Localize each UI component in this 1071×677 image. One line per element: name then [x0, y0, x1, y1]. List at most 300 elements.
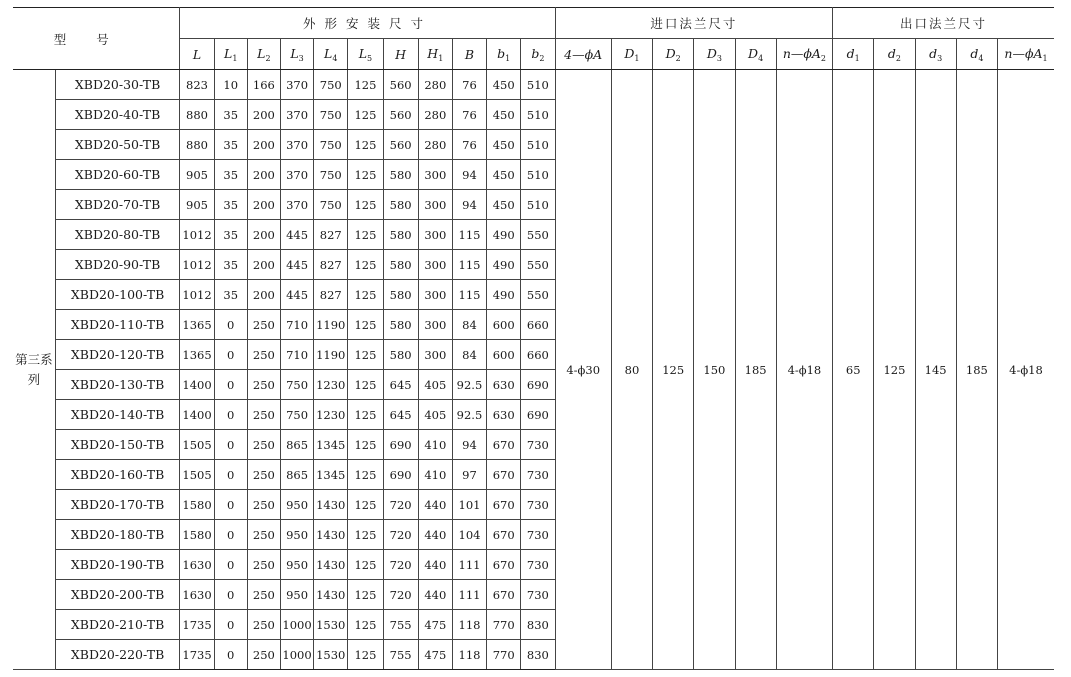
value-cell: 450 — [487, 160, 521, 190]
value-cell: 300 — [418, 280, 452, 310]
value-cell: 200 — [247, 280, 280, 310]
column-header-symbol: n—ϕA — [782, 45, 821, 61]
column-header-symbol: d — [846, 45, 855, 61]
value-cell: 370 — [280, 160, 313, 190]
value-cell: 670 — [487, 550, 521, 580]
value-cell: 645 — [383, 370, 418, 400]
column-header — [555, 39, 611, 70]
value-cell: 490 — [487, 220, 521, 250]
model-cell: XBD20-220-TB — [55, 640, 180, 670]
value-cell: 0 — [214, 610, 247, 640]
column-header — [452, 39, 486, 70]
value-cell: 580 — [383, 340, 418, 370]
table-row — [13, 70, 1054, 100]
value-cell: 645 — [383, 400, 418, 430]
value-cell: 445 — [280, 220, 313, 250]
value-cell: 580 — [383, 160, 418, 190]
value-cell: 125 — [348, 160, 383, 190]
value-cell: 35 — [214, 220, 247, 250]
value-cell: 125 — [348, 100, 383, 130]
value-cell: 200 — [247, 100, 280, 130]
value-cell: 670 — [487, 460, 521, 490]
model-cell: XBD20-200-TB — [55, 580, 180, 610]
column-header-subscript: 2 — [895, 53, 901, 63]
value-cell: 580 — [383, 220, 418, 250]
value-cell: 755 — [383, 610, 418, 640]
value-cell: 125 — [348, 640, 383, 670]
value-cell: 125 — [348, 250, 383, 280]
column-header — [735, 39, 776, 70]
value-cell: 125 — [348, 220, 383, 250]
column-header — [874, 39, 915, 70]
value-cell: 1012 — [180, 250, 214, 280]
model-cell: XBD20-70-TB — [55, 190, 180, 220]
shared-dimension-cell: 65 — [833, 70, 874, 670]
shared-dimension-cell: 185 — [735, 70, 776, 670]
value-cell: 300 — [418, 190, 452, 220]
column-header — [247, 39, 280, 70]
column-header-symbol: D — [624, 45, 635, 61]
value-cell: 0 — [214, 490, 247, 520]
value-cell: 84 — [452, 310, 486, 340]
model-cell: XBD20-50-TB — [55, 130, 180, 160]
value-cell: 300 — [418, 340, 452, 370]
value-cell: 410 — [418, 430, 452, 460]
value-cell: 250 — [247, 520, 280, 550]
value-cell: 125 — [348, 400, 383, 430]
column-header-symbol: d — [929, 45, 938, 61]
value-cell: 550 — [521, 250, 555, 280]
model-cell: XBD20-130-TB — [55, 370, 180, 400]
model-cell: XBD20-180-TB — [55, 520, 180, 550]
value-cell: 560 — [383, 70, 418, 100]
model-cell: XBD20-90-TB — [55, 250, 180, 280]
value-cell: 490 — [487, 250, 521, 280]
value-cell: 1430 — [314, 520, 348, 550]
value-cell: 750 — [314, 100, 348, 130]
value-cell: 1000 — [280, 640, 313, 670]
column-header-symbol: D — [706, 45, 717, 61]
value-cell: 670 — [487, 490, 521, 520]
value-cell: 690 — [521, 370, 555, 400]
value-cell: 1430 — [314, 490, 348, 520]
column-header-subscript: 3 — [716, 53, 722, 63]
value-cell: 370 — [280, 100, 313, 130]
value-cell: 125 — [348, 190, 383, 220]
value-cell: 510 — [521, 130, 555, 160]
value-cell: 827 — [314, 220, 348, 250]
value-cell: 730 — [521, 550, 555, 580]
column-header-symbol: n—ϕA — [1004, 45, 1043, 61]
column-header-subscript: 1 — [1042, 53, 1048, 63]
column-header — [418, 39, 452, 70]
value-cell: 750 — [314, 130, 348, 160]
shared-dimension-cell: 4-ϕ18 — [776, 70, 832, 670]
value-cell: 125 — [348, 340, 383, 370]
column-header-symbol: 4—ϕA — [564, 46, 603, 62]
column-header — [487, 39, 521, 70]
column-header — [383, 39, 418, 70]
value-cell: 660 — [521, 340, 555, 370]
column-header — [694, 39, 735, 70]
column-header-symbol: H — [427, 45, 439, 61]
column-header-symbol: L — [257, 45, 266, 61]
value-cell: 490 — [487, 280, 521, 310]
value-cell: 0 — [214, 640, 247, 670]
value-cell: 125 — [348, 70, 383, 100]
value-cell: 0 — [214, 370, 247, 400]
model-cell: XBD20-140-TB — [55, 400, 180, 430]
value-cell: 0 — [214, 460, 247, 490]
value-cell: 755 — [383, 640, 418, 670]
value-cell: 865 — [280, 430, 313, 460]
column-header — [180, 39, 214, 70]
value-cell: 0 — [214, 430, 247, 460]
outline-dimensions-header: 外形安装尺寸 — [180, 8, 555, 39]
value-cell: 720 — [383, 550, 418, 580]
model-cell: XBD20-30-TB — [55, 70, 180, 100]
value-cell: 1190 — [314, 340, 348, 370]
value-cell: 450 — [487, 190, 521, 220]
value-cell: 827 — [314, 250, 348, 280]
value-cell: 1430 — [314, 550, 348, 580]
value-cell: 250 — [247, 580, 280, 610]
column-header-symbol: H — [395, 46, 407, 62]
value-cell: 1190 — [314, 310, 348, 340]
column-header-subscript: 4 — [332, 53, 338, 63]
shared-dimension-cell: 185 — [956, 70, 997, 670]
value-cell: 660 — [521, 310, 555, 340]
value-cell: 730 — [521, 490, 555, 520]
value-cell: 1630 — [180, 550, 214, 580]
value-cell: 125 — [348, 550, 383, 580]
value-cell: 720 — [383, 580, 418, 610]
value-cell: 510 — [521, 100, 555, 130]
value-cell: 118 — [452, 640, 486, 670]
value-cell: 250 — [247, 370, 280, 400]
value-cell: 720 — [383, 520, 418, 550]
value-cell: 76 — [452, 70, 486, 100]
column-header-symbol: b — [497, 45, 506, 61]
value-cell: 1230 — [314, 400, 348, 430]
column-header-subscript: 2 — [265, 53, 271, 63]
column-header-symbol: L — [358, 45, 368, 61]
value-cell: 750 — [314, 70, 348, 100]
value-cell: 750 — [280, 400, 313, 430]
value-cell: 905 — [180, 160, 214, 190]
value-cell: 730 — [521, 520, 555, 550]
value-cell: 440 — [418, 490, 452, 520]
column-header — [521, 39, 555, 70]
value-cell: 370 — [280, 70, 313, 100]
value-cell: 510 — [521, 70, 555, 100]
value-cell: 1505 — [180, 430, 214, 460]
value-cell: 76 — [452, 100, 486, 130]
value-cell: 730 — [521, 460, 555, 490]
value-cell: 280 — [418, 100, 452, 130]
value-cell: 730 — [521, 580, 555, 610]
value-cell: 200 — [247, 130, 280, 160]
column-header — [956, 39, 997, 70]
value-cell: 580 — [383, 190, 418, 220]
value-cell: 580 — [383, 280, 418, 310]
value-cell: 580 — [383, 250, 418, 280]
model-cell: XBD20-170-TB — [55, 490, 180, 520]
model-cell: XBD20-110-TB — [55, 310, 180, 340]
value-cell: 880 — [180, 130, 214, 160]
value-cell: 1400 — [180, 370, 214, 400]
column-header — [348, 39, 383, 70]
value-cell: 905 — [180, 190, 214, 220]
value-cell: 750 — [280, 370, 313, 400]
value-cell: 92.5 — [452, 370, 486, 400]
value-cell: 300 — [418, 250, 452, 280]
value-cell: 670 — [487, 430, 521, 460]
value-cell: 580 — [383, 310, 418, 340]
value-cell: 125 — [348, 580, 383, 610]
column-header-subscript: 1 — [505, 53, 511, 63]
value-cell: 76 — [452, 130, 486, 160]
value-cell: 35 — [214, 100, 247, 130]
column-header-subscript: 1 — [232, 53, 238, 63]
value-cell: 125 — [348, 460, 383, 490]
value-cell: 97 — [452, 460, 486, 490]
value-cell: 0 — [214, 550, 247, 580]
value-cell: 630 — [487, 370, 521, 400]
value-cell: 1735 — [180, 640, 214, 670]
column-header — [314, 39, 348, 70]
value-cell: 475 — [418, 640, 452, 670]
value-cell: 1735 — [180, 610, 214, 640]
table-body — [13, 70, 1054, 670]
column-header — [611, 39, 652, 70]
value-cell: 280 — [418, 130, 452, 160]
value-cell: 10 — [214, 70, 247, 100]
value-cell: 125 — [348, 490, 383, 520]
value-cell: 865 — [280, 460, 313, 490]
shared-dimension-cell: 4-ϕ30 — [555, 70, 611, 670]
value-cell: 35 — [214, 130, 247, 160]
model-cell: XBD20-150-TB — [55, 430, 180, 460]
value-cell: 115 — [452, 220, 486, 250]
column-header — [776, 39, 832, 70]
value-cell: 200 — [247, 160, 280, 190]
shared-dimension-cell: 150 — [694, 70, 735, 670]
value-cell: 600 — [487, 340, 521, 370]
column-header-subscript: 1 — [634, 53, 640, 63]
value-cell: 250 — [247, 550, 280, 580]
value-cell: 0 — [214, 340, 247, 370]
column-header — [653, 39, 694, 70]
value-cell: 950 — [280, 580, 313, 610]
value-cell: 250 — [247, 640, 280, 670]
shared-dimension-cell: 125 — [653, 70, 694, 670]
column-header-subscript: 4 — [978, 53, 984, 63]
value-cell: 770 — [487, 640, 521, 670]
value-cell: 125 — [348, 430, 383, 460]
shared-dimension-cell: 125 — [874, 70, 915, 670]
value-cell: 250 — [247, 460, 280, 490]
column-header-subscript: 1 — [438, 53, 444, 63]
shared-dimension-cell: 145 — [915, 70, 956, 670]
column-header-symbol: L — [290, 45, 299, 61]
value-cell: 300 — [418, 160, 452, 190]
value-cell: 125 — [348, 280, 383, 310]
column-header-symbol: d — [887, 45, 896, 61]
value-cell: 830 — [521, 610, 555, 640]
value-cell: 200 — [247, 190, 280, 220]
value-cell: 300 — [418, 220, 452, 250]
value-cell: 125 — [348, 370, 383, 400]
column-header-symbol: B — [464, 46, 475, 62]
value-cell: 0 — [214, 400, 247, 430]
value-cell: 710 — [280, 340, 313, 370]
value-cell: 166 — [247, 70, 280, 100]
value-cell: 115 — [452, 280, 486, 310]
value-cell: 101 — [452, 490, 486, 520]
value-cell: 560 — [383, 100, 418, 130]
shared-dimension-cell: 4-ϕ18 — [997, 70, 1054, 670]
model-cell: XBD20-60-TB — [55, 160, 180, 190]
value-cell: 84 — [452, 340, 486, 370]
value-cell: 445 — [280, 280, 313, 310]
value-cell: 125 — [348, 310, 383, 340]
value-cell: 35 — [214, 280, 247, 310]
value-cell: 1580 — [180, 520, 214, 550]
column-header — [915, 39, 956, 70]
value-cell: 104 — [452, 520, 486, 550]
value-cell: 94 — [452, 430, 486, 460]
value-cell: 250 — [247, 400, 280, 430]
value-cell: 670 — [487, 520, 521, 550]
value-cell: 200 — [247, 250, 280, 280]
value-cell: 1230 — [314, 370, 348, 400]
column-header-subscript: 2 — [675, 53, 681, 63]
value-cell: 0 — [214, 310, 247, 340]
model-cell: XBD20-40-TB — [55, 100, 180, 130]
column-header-subscript: 2 — [539, 53, 545, 63]
value-cell: 35 — [214, 190, 247, 220]
value-cell: 200 — [247, 220, 280, 250]
value-cell: 1000 — [280, 610, 313, 640]
column-header-subscript: 5 — [367, 53, 373, 63]
value-cell: 710 — [280, 310, 313, 340]
value-cell: 118 — [452, 610, 486, 640]
value-cell: 440 — [418, 520, 452, 550]
column-header-subscript: 1 — [854, 53, 860, 63]
value-cell: 950 — [280, 490, 313, 520]
column-header-symbol: L — [192, 46, 202, 62]
value-cell: 823 — [180, 70, 214, 100]
column-header-subscript: 4 — [758, 53, 764, 63]
value-cell: 770 — [487, 610, 521, 640]
value-cell: 690 — [521, 400, 555, 430]
column-header-subscript: 3 — [298, 53, 304, 63]
value-cell: 450 — [487, 70, 521, 100]
model-cell: XBD20-80-TB — [55, 220, 180, 250]
value-cell: 250 — [247, 490, 280, 520]
value-cell: 410 — [418, 460, 452, 490]
value-cell: 35 — [214, 160, 247, 190]
value-cell: 250 — [247, 610, 280, 640]
value-cell: 720 — [383, 490, 418, 520]
column-header — [833, 39, 874, 70]
value-cell: 1400 — [180, 400, 214, 430]
value-cell: 690 — [383, 460, 418, 490]
value-cell: 630 — [487, 400, 521, 430]
dimension-table — [13, 7, 1054, 670]
shared-dimension-cell: 80 — [611, 70, 652, 670]
value-cell: 250 — [247, 310, 280, 340]
value-cell: 730 — [521, 430, 555, 460]
value-cell: 1365 — [180, 340, 214, 370]
value-cell: 827 — [314, 280, 348, 310]
model-cell: XBD20-210-TB — [55, 610, 180, 640]
value-cell: 950 — [280, 550, 313, 580]
value-cell: 115 — [452, 250, 486, 280]
model-cell: XBD20-190-TB — [55, 550, 180, 580]
column-header-subscript: 3 — [937, 53, 943, 63]
value-cell: 1345 — [314, 460, 348, 490]
value-cell: 475 — [418, 610, 452, 640]
value-cell: 750 — [314, 160, 348, 190]
model-cell: XBD20-160-TB — [55, 460, 180, 490]
value-cell: 1530 — [314, 640, 348, 670]
value-cell: 405 — [418, 400, 452, 430]
value-cell: 111 — [452, 550, 486, 580]
column-header-symbol: b — [531, 45, 540, 61]
series-label: 第三系列 — [13, 70, 55, 670]
value-cell: 880 — [180, 100, 214, 130]
value-cell: 1012 — [180, 280, 214, 310]
value-cell: 510 — [521, 160, 555, 190]
column-header-symbol: D — [748, 45, 759, 61]
column-header-symbol: d — [970, 45, 979, 61]
value-cell: 92.5 — [452, 400, 486, 430]
value-cell: 111 — [452, 580, 486, 610]
value-cell: 1365 — [180, 310, 214, 340]
value-cell: 1580 — [180, 490, 214, 520]
value-cell: 94 — [452, 190, 486, 220]
value-cell: 670 — [487, 580, 521, 610]
value-cell: 405 — [418, 370, 452, 400]
value-cell: 125 — [348, 610, 383, 640]
column-header-symbol: L — [224, 45, 233, 61]
value-cell: 560 — [383, 130, 418, 160]
value-cell: 690 — [383, 430, 418, 460]
value-cell: 1345 — [314, 430, 348, 460]
value-cell: 1505 — [180, 460, 214, 490]
value-cell: 35 — [214, 250, 247, 280]
model-header: 型号 — [13, 8, 180, 70]
value-cell: 280 — [418, 70, 452, 100]
value-cell: 1430 — [314, 580, 348, 610]
value-cell: 750 — [314, 190, 348, 220]
value-cell: 550 — [521, 280, 555, 310]
column-header-symbol: D — [665, 45, 676, 61]
value-cell: 125 — [348, 130, 383, 160]
value-cell: 550 — [521, 220, 555, 250]
column-header — [280, 39, 313, 70]
value-cell: 300 — [418, 310, 452, 340]
value-cell: 450 — [487, 130, 521, 160]
column-header-subscript: 2 — [820, 53, 827, 63]
value-cell: 510 — [521, 190, 555, 220]
outlet-flange-header: 出口法兰尺寸 — [833, 8, 1054, 39]
value-cell: 0 — [214, 520, 247, 550]
value-cell: 440 — [418, 550, 452, 580]
value-cell: 0 — [214, 580, 247, 610]
